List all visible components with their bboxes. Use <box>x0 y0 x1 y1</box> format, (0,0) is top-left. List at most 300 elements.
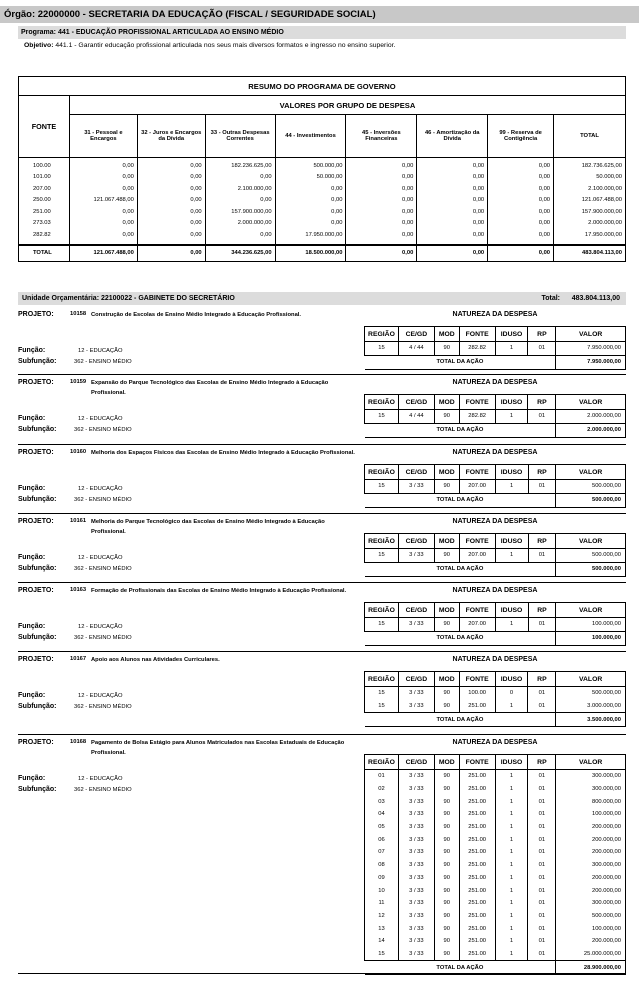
natureza-col-header: REGIÃO <box>365 465 399 480</box>
natureza-cell: 200.000,00 <box>556 833 626 846</box>
resumo-value-cell: 0,00 <box>69 229 137 241</box>
natureza-col-header: RP <box>528 395 556 410</box>
subfuncao-value: 362 - ENSINO MÉDIO <box>74 566 132 572</box>
resumo-value-cell: 0,00 <box>346 206 417 218</box>
natureza-cell: 200.000,00 <box>556 821 626 834</box>
subfuncao-value: 362 - ENSINO MÉDIO <box>74 359 132 365</box>
natureza-col-header: CE/GD <box>398 755 434 770</box>
total-acao-value: 2.000.000,00 <box>556 423 626 437</box>
natureza-cell: 1 <box>495 884 528 897</box>
natureza-cell: 1 <box>495 808 528 821</box>
resumo-fonte-cell: 100.00 <box>19 158 70 172</box>
natureza-cell: 90 <box>434 897 459 910</box>
natureza-col-header: MOD <box>434 755 459 770</box>
natureza-cell: 15 <box>365 687 399 700</box>
natureza-cell: 251.00 <box>459 935 495 948</box>
natureza-header-row <box>365 465 626 480</box>
natureza-col-header: VALOR <box>556 603 626 618</box>
resumo-value-cell: 0,00 <box>137 229 205 241</box>
natureza-cell: 90 <box>434 808 459 821</box>
natureza-cell: 01 <box>528 833 556 846</box>
resumo-value-cell: 0,00 <box>205 195 275 207</box>
natureza-cell: 01 <box>528 618 556 632</box>
resumo-fonte-cell: 273.03 <box>19 218 70 230</box>
natureza-col-header: FONTE <box>459 672 495 687</box>
natureza-cell: 251.00 <box>459 884 495 897</box>
natureza-col-header: FONTE <box>459 327 495 342</box>
resumo-value-cell: 121.067.488,00 <box>69 195 137 207</box>
natureza-col-header: REGIÃO <box>365 603 399 618</box>
natureza-col-header: VALOR <box>556 465 626 480</box>
resumo-col-header: TOTAL <box>554 115 626 158</box>
table-row <box>365 897 626 910</box>
fonte-header: FONTE <box>19 96 70 158</box>
natureza-cell: 251.00 <box>459 872 495 885</box>
natureza-cell: 4 / 44 <box>398 342 434 356</box>
natureza-cell: 500.000,00 <box>556 687 626 700</box>
natureza-cell: 3 / 33 <box>398 549 434 563</box>
natureza-header-row <box>365 395 626 410</box>
unidade-bar <box>18 292 626 305</box>
resumo-value-cell: 0,00 <box>137 206 205 218</box>
natureza-col-header: IDUSO <box>495 755 528 770</box>
funcao-value: 12 - EDUCAÇÃO <box>78 416 123 422</box>
objetivo-text: 441.1 - Garantir educação profissional articulada nos seus mais diversos formatos e ingresso no ensino superior. <box>55 42 396 49</box>
natureza-col-header: IDUSO <box>495 603 528 618</box>
resumo-value-cell: 2.000.000,00 <box>205 218 275 230</box>
table-row <box>365 872 626 885</box>
programa-header: Programa: 441 - EDUCAÇÃO PROFISSIONAL ARTICULADA AO ENSINO MÉDIO <box>18 26 626 39</box>
natureza-table <box>364 754 626 975</box>
subfuncao-value: 362 - ENSINO MÉDIO <box>74 497 132 503</box>
resumo-value-cell: 0,00 <box>69 206 137 218</box>
funcao-value: 12 - EDUCAÇÃO <box>78 486 123 492</box>
resumo-value-cell: 17.950.000,00 <box>275 229 346 241</box>
subfuncao-label: Subfunção: <box>18 703 57 710</box>
natureza-cell: 500.000,00 <box>556 549 626 563</box>
natureza-cell: 207.00 <box>459 480 495 494</box>
projeto-label: PROJETO: <box>18 311 54 318</box>
table-row <box>365 480 626 494</box>
natureza-cell: 01 <box>528 821 556 834</box>
natureza-cell: 3 / 33 <box>398 795 434 808</box>
resumo-value-cell: 0,00 <box>346 183 417 195</box>
resumo-value-cell: 0,00 <box>137 195 205 207</box>
natureza-cell: 1 <box>495 833 528 846</box>
total-acao-value: 100.000,00 <box>556 631 626 645</box>
table-row <box>365 808 626 821</box>
natureza-col-header: REGIÃO <box>365 395 399 410</box>
natureza-cell: 1 <box>495 910 528 923</box>
total-acao-value: 7.950.000,00 <box>556 355 626 369</box>
natureza-cell: 800.000,00 <box>556 795 626 808</box>
natureza-cell: 1 <box>495 897 528 910</box>
funcao-value: 12 - EDUCAÇÃO <box>78 555 123 561</box>
natureza-title: NATUREZA DA DESPESA <box>452 739 538 746</box>
subfuncao-label: Subfunção: <box>18 634 57 641</box>
section-divider <box>18 444 626 445</box>
resumo-value-cell: 0,00 <box>69 183 137 195</box>
subfuncao-label: Subfunção: <box>18 496 57 503</box>
natureza-cell: 90 <box>434 549 459 563</box>
table-row <box>365 833 626 846</box>
resumo-value-cell: 0,00 <box>417 229 488 241</box>
table-row <box>365 410 626 424</box>
natureza-cell: 500.000,00 <box>556 480 626 494</box>
subfuncao-value: 362 - ENSINO MÉDIO <box>74 427 132 433</box>
table-row <box>365 795 626 808</box>
resumo-value-cell: 0,00 <box>346 229 417 241</box>
natureza-cell: 1 <box>495 795 528 808</box>
table-row <box>365 910 626 923</box>
natureza-cell: 11 <box>365 897 399 910</box>
natureza-cell: 1 <box>495 859 528 872</box>
natureza-title: NATUREZA DA DESPESA <box>452 311 538 318</box>
total-acao-label: TOTAL DA AÇÃO <box>365 562 556 576</box>
table-row <box>365 922 626 935</box>
resumo-value-cell: 0,00 <box>346 172 417 184</box>
natureza-cell: 3 / 33 <box>398 948 434 961</box>
natureza-cell: 200.000,00 <box>556 846 626 859</box>
natureza-cell: 90 <box>434 795 459 808</box>
natureza-cell: 0 <box>495 687 528 700</box>
funcao-label: Função: <box>18 623 46 630</box>
table-row <box>365 859 626 872</box>
natureza-cell: 3 / 33 <box>398 833 434 846</box>
resumo-row <box>19 195 626 207</box>
resumo-col-header: 31 - Pessoal e Encargos <box>69 115 137 158</box>
natureza-cell: 251.00 <box>459 795 495 808</box>
resumo-value-cell: 0,00 <box>69 218 137 230</box>
funcao-label: Função: <box>18 347 46 354</box>
natureza-table <box>364 533 626 577</box>
table-row <box>365 821 626 834</box>
projeto-code: 10160 <box>70 449 87 455</box>
funcao-label: Função: <box>18 485 46 492</box>
subfuncao-label: Subfunção: <box>18 786 57 793</box>
natureza-col-header: IDUSO <box>495 327 528 342</box>
natureza-col-header: FONTE <box>459 395 495 410</box>
natureza-cell: 01 <box>528 795 556 808</box>
resumo-total-label: TOTAL <box>19 245 70 262</box>
total-acao-row <box>365 562 626 576</box>
unidade-total-value: 483.804.113,00 <box>571 295 620 302</box>
natureza-title: NATUREZA DA DESPESA <box>452 518 538 525</box>
natureza-cell: 01 <box>528 410 556 424</box>
projeto-label: PROJETO: <box>18 518 54 525</box>
natureza-cell: 01 <box>528 549 556 563</box>
natureza-cell: 1 <box>495 948 528 961</box>
natureza-col-header: IDUSO <box>495 534 528 549</box>
natureza-col-header: MOD <box>434 672 459 687</box>
natureza-cell: 3 / 33 <box>398 687 434 700</box>
table-row <box>365 700 626 713</box>
natureza-cell: 02 <box>365 783 399 796</box>
natureza-col-header: RP <box>528 534 556 549</box>
natureza-cell: 01 <box>528 859 556 872</box>
resumo-row <box>19 229 626 241</box>
resumo-value-cell: 0,00 <box>417 195 488 207</box>
resumo-value-cell: 2.100.000,00 <box>554 183 626 195</box>
projeto-label: PROJETO: <box>18 379 54 386</box>
natureza-cell: 01 <box>528 783 556 796</box>
resumo-value-cell: 0,00 <box>346 218 417 230</box>
projeto-name: Melhoria do Parque Tecnológico das Escolas de Ensino Médio Integrado à Educação Profissional. <box>91 519 325 535</box>
natureza-header-row <box>365 534 626 549</box>
natureza-col-header: CE/GD <box>398 603 434 618</box>
natureza-cell: 90 <box>434 821 459 834</box>
natureza-cell: 300.000,00 <box>556 859 626 872</box>
table-row <box>365 342 626 356</box>
resumo-value-cell: 0,00 <box>488 158 554 172</box>
natureza-cell: 15 <box>365 618 399 632</box>
natureza-cell: 90 <box>434 833 459 846</box>
natureza-title: NATUREZA DA DESPESA <box>452 379 538 386</box>
projeto-code: 10159 <box>70 379 87 385</box>
funcao-label: Função: <box>18 775 46 782</box>
resumo-col-header: 32 - Juros e Encargos da Dívida <box>137 115 205 158</box>
total-acao-row <box>365 355 626 369</box>
resumo-value-cell: 0,00 <box>488 183 554 195</box>
natureza-title: NATUREZA DA DESPESA <box>452 587 538 594</box>
resumo-value-cell: 0,00 <box>488 195 554 207</box>
section-divider <box>18 513 626 514</box>
natureza-cell: 01 <box>365 770 399 783</box>
natureza-table <box>364 394 626 438</box>
natureza-col-header: CE/GD <box>398 395 434 410</box>
resumo-value-cell: 0,00 <box>417 172 488 184</box>
natureza-col-header: FONTE <box>459 465 495 480</box>
natureza-cell: 3 / 33 <box>398 783 434 796</box>
natureza-cell: 90 <box>434 410 459 424</box>
natureza-cell: 90 <box>434 948 459 961</box>
natureza-cell: 4 / 44 <box>398 410 434 424</box>
funcao-value: 12 - EDUCAÇÃO <box>78 348 123 354</box>
funcao-value: 12 - EDUCAÇÃO <box>78 624 123 630</box>
resumo-value-cell: 157.900.000,00 <box>554 206 626 218</box>
natureza-col-header: MOD <box>434 603 459 618</box>
natureza-cell: 90 <box>434 922 459 935</box>
resumo-total-value: 0,00 <box>346 245 417 262</box>
natureza-cell: 01 <box>528 770 556 783</box>
natureza-cell: 3 / 33 <box>398 897 434 910</box>
natureza-cell: 1 <box>495 480 528 494</box>
total-acao-value: 500.000,00 <box>556 562 626 576</box>
projeto-name: Construção de Escolas de Ensino Médio Integrado à Educação Profissional. <box>91 312 302 318</box>
natureza-cell: 90 <box>434 770 459 783</box>
resumo-subtitle: VALORES POR GRUPO DE DESPESA <box>69 96 625 115</box>
natureza-col-header: RP <box>528 327 556 342</box>
natureza-cell: 01 <box>528 910 556 923</box>
total-acao-row <box>365 493 626 507</box>
natureza-cell: 25.000.000,00 <box>556 948 626 961</box>
natureza-cell: 12 <box>365 910 399 923</box>
resumo-total-value: 483.804.113,00 <box>554 245 626 262</box>
natureza-col-header: RP <box>528 755 556 770</box>
natureza-cell: 01 <box>528 687 556 700</box>
natureza-cell: 251.00 <box>459 700 495 713</box>
resumo-row <box>19 183 626 195</box>
natureza-cell: 90 <box>434 480 459 494</box>
resumo-value-cell: 50.000,00 <box>275 172 346 184</box>
natureza-cell: 90 <box>434 859 459 872</box>
natureza-cell: 06 <box>365 833 399 846</box>
resumo-value-cell: 0,00 <box>417 183 488 195</box>
natureza-cell: 1 <box>495 410 528 424</box>
natureza-cell: 3 / 33 <box>398 859 434 872</box>
natureza-cell: 15 <box>365 480 399 494</box>
natureza-cell: 207.00 <box>459 618 495 632</box>
natureza-cell: 14 <box>365 935 399 948</box>
natureza-cell: 01 <box>528 700 556 713</box>
natureza-cell: 90 <box>434 935 459 948</box>
natureza-cell: 1 <box>495 770 528 783</box>
resumo-row <box>19 158 626 172</box>
total-acao-label: TOTAL DA AÇÃO <box>365 631 556 645</box>
resumo-value-cell: 0,00 <box>205 172 275 184</box>
natureza-cell: 3.000.000,00 <box>556 700 626 713</box>
resumo-fonte-cell: 282.82 <box>19 229 70 241</box>
section-divider <box>18 374 626 375</box>
natureza-col-header: IDUSO <box>495 672 528 687</box>
natureza-cell: 01 <box>528 342 556 356</box>
natureza-cell: 1 <box>495 922 528 935</box>
natureza-cell: 500.000,00 <box>556 910 626 923</box>
natureza-cell: 90 <box>434 342 459 356</box>
table-row <box>365 687 626 700</box>
funcao-label: Função: <box>18 554 46 561</box>
natureza-col-header: VALOR <box>556 534 626 549</box>
resumo-value-cell: 0,00 <box>275 218 346 230</box>
natureza-cell: 01 <box>528 872 556 885</box>
section-divider <box>18 734 626 735</box>
natureza-header-row <box>365 672 626 687</box>
total-acao-label: TOTAL DA AÇÃO <box>365 493 556 507</box>
natureza-cell: 251.00 <box>459 846 495 859</box>
resumo-value-cell: 0,00 <box>205 229 275 241</box>
natureza-col-header: MOD <box>434 465 459 480</box>
natureza-col-header: FONTE <box>459 755 495 770</box>
resumo-row <box>19 218 626 230</box>
natureza-cell: 251.00 <box>459 808 495 821</box>
resumo-fonte-cell: 251.00 <box>19 206 70 218</box>
resumo-value-cell: 0,00 <box>275 206 346 218</box>
resumo-value-cell: 0,00 <box>69 158 137 172</box>
resumo-value-cell: 0,00 <box>137 172 205 184</box>
section-divider <box>18 582 626 583</box>
resumo-col-header: 33 - Outras Despesas Correntes <box>205 115 275 158</box>
natureza-cell: 3 / 33 <box>398 846 434 859</box>
natureza-cell: 3 / 33 <box>398 808 434 821</box>
natureza-cell: 251.00 <box>459 783 495 796</box>
section-divider <box>18 651 626 652</box>
natureza-cell: 251.00 <box>459 897 495 910</box>
projeto-label: PROJETO: <box>18 739 54 746</box>
natureza-cell: 01 <box>528 808 556 821</box>
natureza-col-header: MOD <box>434 395 459 410</box>
natureza-col-header: CE/GD <box>398 465 434 480</box>
resumo-value-cell: 121.067.488,00 <box>554 195 626 207</box>
natureza-cell: 1 <box>495 783 528 796</box>
natureza-col-header: VALOR <box>556 672 626 687</box>
projeto-code: 10158 <box>70 311 87 317</box>
orgao-header: Órgão: 22000000 - SECRETARIA DA EDUCAÇÃO (FISCAL / SEGURIDADE SOCIAL) <box>0 6 639 23</box>
table-row <box>365 770 626 783</box>
resumo-value-cell: 17.950.000,00 <box>554 229 626 241</box>
natureza-col-header: REGIÃO <box>365 327 399 342</box>
projeto-code: 10168 <box>70 739 87 745</box>
resumo-total-value: 344.236.625,00 <box>205 245 275 262</box>
natureza-cell: 282.82 <box>459 342 495 356</box>
total-acao-value: 3.500.000,00 <box>556 713 626 727</box>
unidade-label: Unidade Orçamentária: 22100022 - GABINETE DO SECRETÁRIO <box>22 295 235 302</box>
natureza-col-header: FONTE <box>459 534 495 549</box>
resumo-row <box>19 172 626 184</box>
natureza-col-header: CE/GD <box>398 534 434 549</box>
natureza-col-header: VALOR <box>556 327 626 342</box>
total-acao-row <box>365 423 626 437</box>
projeto-name: Formação de Profissionais das Escolas de Ensino Médio Integrado à Educação Profissional. <box>91 588 347 594</box>
natureza-cell: 01 <box>528 897 556 910</box>
resumo-fonte-cell: 101.00 <box>19 172 70 184</box>
natureza-cell: 200.000,00 <box>556 872 626 885</box>
natureza-cell: 1 <box>495 846 528 859</box>
natureza-header-row <box>365 327 626 342</box>
natureza-cell: 90 <box>434 687 459 700</box>
resumo-value-cell: 2.100.000,00 <box>205 183 275 195</box>
natureza-cell: 01 <box>528 480 556 494</box>
natureza-cell: 1 <box>495 872 528 885</box>
natureza-cell: 251.00 <box>459 922 495 935</box>
objetivo-label: Objetivo: <box>24 42 54 49</box>
natureza-cell: 3 / 33 <box>398 910 434 923</box>
natureza-cell: 03 <box>365 795 399 808</box>
resumo-value-cell: 0,00 <box>417 158 488 172</box>
natureza-col-header: VALOR <box>556 755 626 770</box>
projeto-name: Apoio aos Alunos nas Atividades Curriculares. <box>91 657 220 663</box>
natureza-cell: 04 <box>365 808 399 821</box>
resumo-col-header: 44 - Investimentos <box>275 115 346 158</box>
natureza-cell: 300.000,00 <box>556 770 626 783</box>
natureza-col-header: REGIÃO <box>365 534 399 549</box>
natureza-table <box>364 326 626 370</box>
subfuncao-label: Subfunção: <box>18 358 57 365</box>
resumo-value-cell: 182.736.625,00 <box>554 158 626 172</box>
resumo-value-cell: 0,00 <box>346 158 417 172</box>
resumo-value-cell: 182.236.625,00 <box>205 158 275 172</box>
natureza-cell: 3 / 33 <box>398 821 434 834</box>
projeto-code: 10163 <box>70 587 87 593</box>
projeto-name: Pagamento de Bolsa Estágio para Alunos Matriculados nas Escolas Estaduais de Educação Profissional. <box>91 740 345 756</box>
projeto-code: 10161 <box>70 518 87 524</box>
natureza-cell: 251.00 <box>459 833 495 846</box>
natureza-cell: 2.000.000,00 <box>556 410 626 424</box>
natureza-cell: 09 <box>365 872 399 885</box>
projeto-label: PROJETO: <box>18 449 54 456</box>
table-row <box>365 948 626 961</box>
natureza-cell: 1 <box>495 618 528 632</box>
natureza-col-header: MOD <box>434 534 459 549</box>
projeto-code: 10167 <box>70 656 87 662</box>
natureza-cell: 251.00 <box>459 910 495 923</box>
resumo-total-value: 0,00 <box>488 245 554 262</box>
table-row <box>365 884 626 897</box>
funcao-label: Função: <box>18 692 46 699</box>
total-acao-label: TOTAL DA AÇÃO <box>365 713 556 727</box>
natureza-cell: 251.00 <box>459 948 495 961</box>
natureza-cell: 207.00 <box>459 549 495 563</box>
resumo-col-header: 45 - Inversões Financeiras <box>346 115 417 158</box>
